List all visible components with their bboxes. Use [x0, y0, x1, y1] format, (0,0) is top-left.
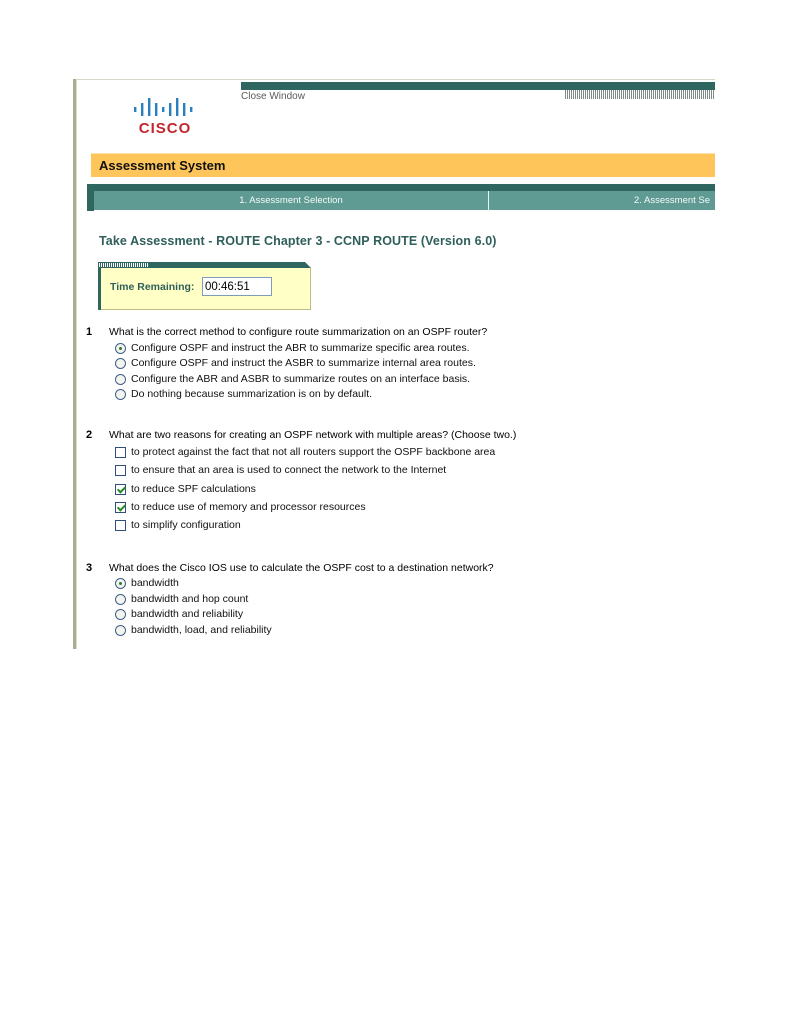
close-window-link[interactable]: Close Window — [241, 91, 305, 102]
header-top-bar — [241, 82, 715, 90]
question-text: What does the Cisco IOS use to calculate the OSPF cost to a destination network? — [109, 562, 494, 574]
answer-label: to protect against the fact that not all routers support the OSPF backbone area — [131, 446, 496, 458]
tab-assessment-selection[interactable]: 1. Assessment Selection — [94, 191, 488, 210]
question-number: 2 — [86, 429, 93, 441]
time-remaining-label: Time Remaining: — [110, 281, 195, 293]
cisco-logo-text: CISCO — [138, 120, 192, 137]
system-title-bar — [91, 153, 715, 177]
answer-label: Do nothing because summarization is on by default. — [131, 388, 373, 400]
answer-label: bandwidth, load, and reliability — [131, 624, 272, 636]
time-remaining-field[interactable] — [202, 277, 272, 296]
nav-bar-left-cap — [87, 184, 94, 211]
question-text: What are two reasons for creating an OSPF network with multiple areas? (Choose two.) — [109, 429, 517, 441]
answer-label: Configure OSPF and instruct the ABR to summarize specific area routes. — [131, 342, 470, 354]
answer-label: Configure the ABR and ASBR to summarize routes on an interface basis. — [131, 373, 471, 385]
answer-label: to ensure that an area is used to connect the network to the Internet — [131, 464, 447, 476]
checkbox-checked[interactable] — [115, 502, 126, 513]
question-number: 3 — [86, 562, 93, 574]
radio-button[interactable] — [115, 609, 126, 620]
radio-button-selected[interactable] — [115, 578, 126, 589]
checkbox[interactable] — [115, 465, 126, 476]
question-text: What is the correct method to configure route summarization on an OSPF router? — [109, 326, 488, 338]
timer-panel — [98, 262, 311, 311]
system-title: Assessment System — [99, 158, 226, 173]
radio-button-selected[interactable] — [115, 343, 126, 354]
answer-label: bandwidth and hop count — [131, 593, 249, 605]
answer-label: to reduce use of memory and processor resources — [131, 501, 366, 513]
header-stripes-decoration — [565, 90, 715, 99]
window-left-border — [73, 79, 77, 649]
page-title: Take Assessment - ROUTE Chapter 3 - CCNP ROUTE (Version 6.0) — [99, 234, 497, 248]
cisco-logo — [133, 98, 197, 138]
radio-button[interactable] — [115, 374, 126, 385]
checkbox[interactable] — [115, 520, 126, 531]
timer-stripes-decoration — [99, 263, 149, 267]
timer-left-edge — [98, 268, 101, 310]
answer-label: bandwidth and reliability — [131, 608, 244, 620]
nav-bar-background — [87, 184, 715, 191]
tab-assessment-settings[interactable]: 2. Assessment Se — [489, 191, 715, 210]
checkbox[interactable] — [115, 447, 126, 458]
window-top-border — [77, 79, 715, 80]
answer-label: to reduce SPF calculations — [131, 483, 256, 495]
radio-button[interactable] — [115, 358, 126, 369]
radio-button[interactable] — [115, 389, 126, 400]
answer-label: to simplify configuration — [131, 519, 241, 531]
radio-button[interactable] — [115, 625, 126, 636]
cisco-logo-bars-icon — [134, 98, 196, 116]
answer-label: bandwidth — [131, 577, 179, 589]
answer-label: Configure OSPF and instruct the ASBR to summarize internal area routes. — [131, 357, 476, 369]
question-number: 1 — [86, 326, 93, 338]
assessment-window — [73, 79, 715, 649]
checkbox-checked[interactable] — [115, 484, 126, 495]
radio-button[interactable] — [115, 594, 126, 605]
